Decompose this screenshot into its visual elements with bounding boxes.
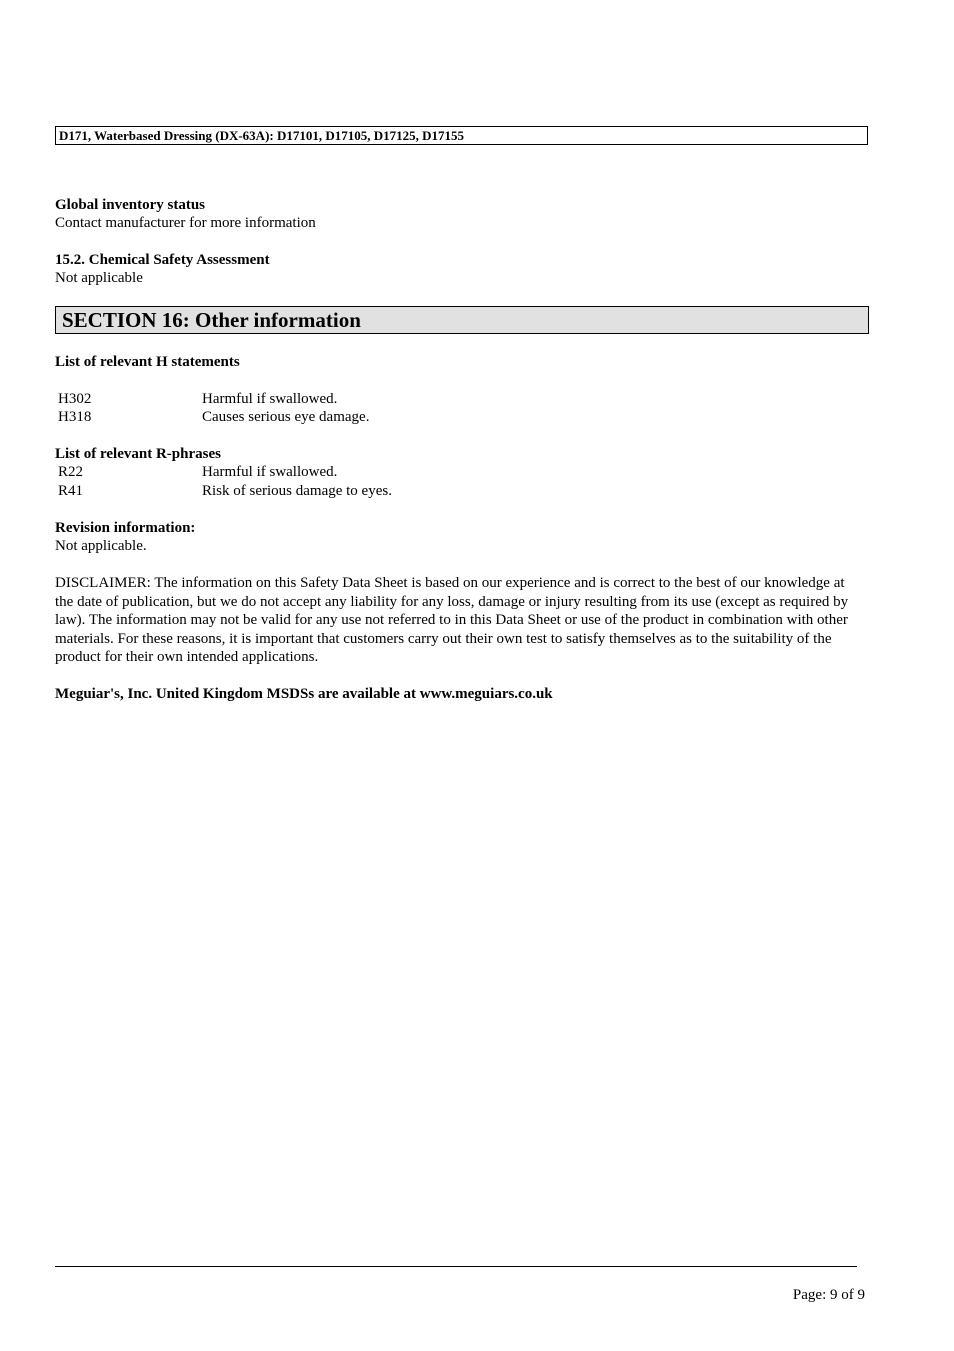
disclaimer-text: DISCLAIMER: The information on this Safety Data Sheet is based on our experience and is correct to the best of our knowledge at the date of publication, but we do not accept any liability for any loss, damage or injury resulting from its use (except as required by law). The information may not be valid for any use not referred to in this Data Sheet or use of the product in combination with other materials. For these reasons, it is important that customers carry out their own test to satisfy themselves as to the suitability of the product for their own intended applications. bbox=[55, 575, 849, 665]
h-statement-row bbox=[58, 408, 658, 426]
page-number: Page: 9 of 9 bbox=[792, 1287, 865, 1303]
h-statement-text: Harmful if swallowed. bbox=[202, 391, 338, 407]
global-inventory-text: Contact manufacturer for more information bbox=[55, 215, 316, 231]
r-phrase-code: R22 bbox=[58, 464, 84, 480]
h-statement-row bbox=[58, 390, 658, 408]
product-line-title: D171, Waterbased Dressing (DX-63A): D17101, D17105, D17125, D17155 bbox=[59, 128, 465, 143]
r-phrase-row bbox=[58, 463, 658, 481]
footer-divider bbox=[55, 1266, 857, 1267]
chemical-safety-text: Not applicable bbox=[55, 270, 143, 286]
chemical-safety-heading: 15.2. Chemical Safety Assessment bbox=[55, 252, 270, 268]
global-inventory-heading: Global inventory status bbox=[55, 197, 206, 213]
r-phrase-text: Risk of serious damage to eyes. bbox=[202, 483, 392, 499]
h-statement-code: H302 bbox=[58, 391, 92, 407]
revision-heading: Revision information: bbox=[55, 520, 196, 536]
h-statement-text: Causes serious eye damage. bbox=[202, 409, 370, 425]
document-header bbox=[55, 126, 868, 145]
h-statement-code: H318 bbox=[58, 409, 92, 425]
h-statements-heading: List of relevant H statements bbox=[55, 354, 240, 370]
revision-text: Not applicable. bbox=[55, 538, 147, 554]
section-16-title: SECTION 16: Other information bbox=[62, 308, 361, 332]
r-phrases-heading: List of relevant R-phrases bbox=[55, 446, 221, 462]
section-16-bar bbox=[55, 306, 869, 334]
r-phrase-code: R41 bbox=[58, 483, 84, 499]
r-phrase-text: Harmful if swallowed. bbox=[202, 464, 338, 480]
msds-availability: Meguiar's, Inc. United Kingdom MSDSs are available at www.meguiars.co.uk bbox=[55, 686, 553, 702]
r-phrase-row bbox=[58, 482, 658, 500]
